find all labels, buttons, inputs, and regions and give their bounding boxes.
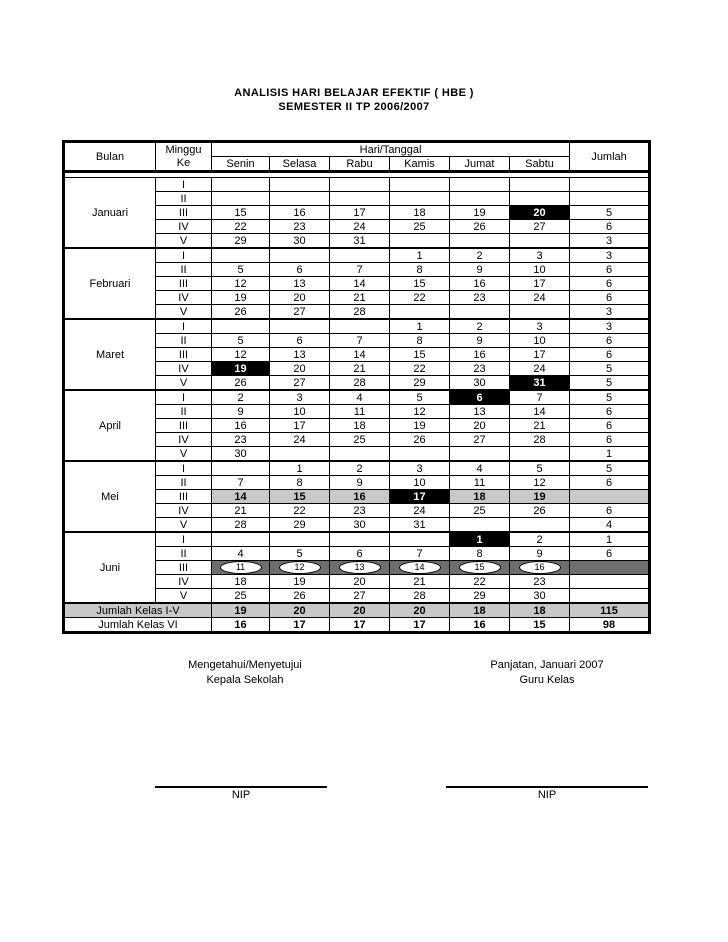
- date-cell: 18: [450, 490, 510, 504]
- date-cell: 30: [270, 234, 330, 249]
- date-cell: 11: [330, 405, 390, 419]
- date-cell: 23: [450, 362, 510, 376]
- total-cell: 17: [390, 618, 450, 633]
- date-cell: 6: [330, 547, 390, 561]
- date-cell: 12: [390, 405, 450, 419]
- week-number: I: [156, 178, 212, 192]
- holiday-oval: 11: [220, 561, 262, 574]
- date-cell: [212, 561, 270, 575]
- week-number: IV: [156, 575, 212, 589]
- date-cell: 31: [330, 234, 390, 249]
- date-cell: [212, 319, 270, 334]
- week-total: [570, 192, 650, 206]
- date-cell: 31: [390, 518, 450, 533]
- header-day: Kamis: [390, 157, 450, 172]
- header-day: Sabtu: [510, 157, 570, 172]
- date-cell: [510, 447, 570, 462]
- date-cell: [212, 192, 270, 206]
- total-cell: 17: [330, 618, 390, 633]
- date-cell: 26: [212, 305, 270, 320]
- date-cell: 22: [450, 575, 510, 589]
- document-title: ANALISIS HARI BELAJAR EFEKTIF ( HBE ): [234, 87, 474, 99]
- date-cell: 4: [212, 547, 270, 561]
- date-cell: [270, 178, 330, 192]
- week-number: II: [156, 476, 212, 490]
- date-cell: [510, 518, 570, 533]
- date-cell: 4: [330, 390, 390, 405]
- week-total: [570, 490, 650, 504]
- date-cell: 8: [270, 476, 330, 490]
- week-number: IV: [156, 362, 212, 376]
- date-cell: 23: [510, 575, 570, 589]
- week-number: II: [156, 192, 212, 206]
- week-number: I: [156, 390, 212, 405]
- date-cell: [330, 319, 390, 334]
- date-cell: 21: [390, 575, 450, 589]
- total-row: [64, 618, 650, 633]
- date-cell: 9: [450, 263, 510, 277]
- holiday-oval: 12: [279, 561, 321, 574]
- date-cell: [330, 447, 390, 462]
- date-cell: [450, 518, 510, 533]
- week-total: 5: [570, 376, 650, 391]
- date-cell: 25: [450, 504, 510, 518]
- date-cell: [270, 248, 330, 263]
- date-cell: [450, 305, 510, 320]
- date-cell: 18: [390, 206, 450, 220]
- week-total: 6: [570, 433, 650, 447]
- month-name: Januari: [64, 178, 156, 249]
- week-total: 6: [570, 334, 650, 348]
- date-cell: 28: [330, 376, 390, 391]
- date-cell: 12: [212, 348, 270, 362]
- holiday-oval: 16: [519, 561, 561, 574]
- signature-line-left: [155, 786, 327, 788]
- date-cell: 27: [450, 433, 510, 447]
- date-cell: [330, 178, 390, 192]
- week-total: 3: [570, 234, 650, 249]
- week-number: III: [156, 561, 212, 575]
- date-cell: [450, 192, 510, 206]
- date-cell: 27: [270, 305, 330, 320]
- week-number: III: [156, 206, 212, 220]
- date-cell: [390, 447, 450, 462]
- date-cell: 13: [450, 405, 510, 419]
- hbe-table: [62, 140, 651, 634]
- week-row: [64, 319, 650, 334]
- date-cell: 30: [330, 518, 390, 533]
- date-cell: [450, 447, 510, 462]
- date-cell: 12: [212, 277, 270, 291]
- date-cell: 28: [510, 433, 570, 447]
- date-cell: 22: [390, 362, 450, 376]
- week-number: I: [156, 319, 212, 334]
- date-cell: 7: [510, 390, 570, 405]
- total-label: Jumlah Kelas VI: [64, 618, 212, 633]
- month-name: Mei: [64, 461, 156, 532]
- date-cell: 2: [450, 319, 510, 334]
- date-cell: 9: [450, 334, 510, 348]
- date-cell: 26: [270, 589, 330, 604]
- date-cell: 6: [450, 390, 510, 405]
- week-total: [570, 589, 650, 604]
- header-bulan: Bulan: [64, 142, 156, 172]
- date-cell: 27: [270, 376, 330, 391]
- approval-label: Mengetahui/Menyetujui: [188, 659, 302, 671]
- week-number: III: [156, 348, 212, 362]
- date-cell: 26: [212, 376, 270, 391]
- month-name: Februari: [64, 248, 156, 319]
- date-cell: 18: [330, 419, 390, 433]
- week-number: IV: [156, 291, 212, 305]
- month-name: April: [64, 390, 156, 461]
- date-cell: [270, 561, 330, 575]
- header-hari-tanggal: Hari/Tanggal: [212, 142, 570, 157]
- date-cell: 29: [212, 234, 270, 249]
- date-cell: 4: [450, 461, 510, 476]
- date-cell: 3: [270, 390, 330, 405]
- date-cell: 25: [212, 589, 270, 604]
- week-number: I: [156, 532, 212, 547]
- nip-left: NIP: [231, 789, 251, 801]
- date-cell: 19: [390, 419, 450, 433]
- week-total: 5: [570, 461, 650, 476]
- week-row: [64, 390, 650, 405]
- date-cell: 19: [510, 490, 570, 504]
- date-cell: [270, 447, 330, 462]
- date-cell: 25: [390, 220, 450, 234]
- date-cell: [212, 461, 270, 476]
- date-cell: 30: [212, 447, 270, 462]
- total-cell: 15: [510, 618, 570, 633]
- date-cell: 21: [330, 291, 390, 305]
- date-cell: 31: [510, 376, 570, 391]
- date-cell: [450, 178, 510, 192]
- week-total: 6: [570, 405, 650, 419]
- date-cell: [510, 178, 570, 192]
- week-number: V: [156, 518, 212, 533]
- week-row: [64, 248, 650, 263]
- date-cell: 1: [450, 532, 510, 547]
- date-cell: 5: [390, 390, 450, 405]
- date-cell: 29: [270, 518, 330, 533]
- header-row-1: [64, 142, 650, 157]
- date-cell: 3: [510, 248, 570, 263]
- week-total: 1: [570, 532, 650, 547]
- date-cell: 13: [270, 277, 330, 291]
- week-row: [64, 178, 650, 192]
- date-cell: 8: [390, 334, 450, 348]
- date-cell: 26: [390, 433, 450, 447]
- date-cell: 16: [450, 277, 510, 291]
- date-cell: 2: [330, 461, 390, 476]
- header-jumlah: Jumlah: [570, 142, 650, 172]
- total-cell: 16: [212, 618, 270, 633]
- date-cell: 10: [390, 476, 450, 490]
- date-cell: 7: [212, 476, 270, 490]
- date-cell: 2: [450, 248, 510, 263]
- date-cell: 15: [390, 348, 450, 362]
- week-total: 1: [570, 447, 650, 462]
- date-cell: 14: [330, 277, 390, 291]
- week-number: III: [156, 490, 212, 504]
- week-total: 6: [570, 547, 650, 561]
- week-total: 3: [570, 305, 650, 320]
- date-cell: 17: [510, 348, 570, 362]
- date-cell: 16: [450, 348, 510, 362]
- week-number: IV: [156, 433, 212, 447]
- header-day: Senin: [212, 157, 270, 172]
- week-total: 6: [570, 277, 650, 291]
- date-cell: 9: [330, 476, 390, 490]
- week-row: [64, 532, 650, 547]
- date-cell: 20: [270, 291, 330, 305]
- date-cell: 5: [270, 547, 330, 561]
- teacher-label: Guru Kelas: [519, 674, 575, 686]
- date-cell: 23: [270, 220, 330, 234]
- week-number: III: [156, 277, 212, 291]
- date-cell: 3: [390, 461, 450, 476]
- week-number: V: [156, 376, 212, 391]
- week-total: 6: [570, 419, 650, 433]
- date-cell: 7: [330, 263, 390, 277]
- date-cell: 27: [510, 220, 570, 234]
- date-cell: 24: [270, 433, 330, 447]
- date-cell: 6: [270, 334, 330, 348]
- date-cell: 14: [510, 405, 570, 419]
- total-cell: 16: [450, 618, 510, 633]
- date-cell: 28: [390, 589, 450, 604]
- date-cell: [450, 561, 510, 575]
- date-cell: 19: [212, 362, 270, 376]
- date-cell: [390, 305, 450, 320]
- signature-line-right: [446, 786, 648, 788]
- date-cell: [510, 305, 570, 320]
- date-cell: 24: [390, 504, 450, 518]
- date-cell: [390, 192, 450, 206]
- holiday-oval: 13: [339, 561, 381, 574]
- nip-right: NIP: [537, 789, 557, 801]
- date-cell: 17: [270, 419, 330, 433]
- week-total: 6: [570, 220, 650, 234]
- date-cell: [390, 561, 450, 575]
- total-cell: 17: [270, 618, 330, 633]
- grand-total: 98: [570, 618, 650, 633]
- date-cell: 28: [212, 518, 270, 533]
- date-cell: 5: [212, 334, 270, 348]
- week-total: 3: [570, 248, 650, 263]
- document-subtitle: SEMESTER II TP 2006/2007: [278, 101, 430, 113]
- week-number: I: [156, 248, 212, 263]
- date-cell: [270, 319, 330, 334]
- date-cell: 17: [390, 490, 450, 504]
- date-cell: 26: [450, 220, 510, 234]
- date-cell: [270, 532, 330, 547]
- week-total: 6: [570, 263, 650, 277]
- date-cell: 23: [330, 504, 390, 518]
- date-cell: 21: [330, 362, 390, 376]
- date-cell: 22: [212, 220, 270, 234]
- date-cell: [212, 178, 270, 192]
- date-cell: 15: [390, 277, 450, 291]
- date-cell: 30: [510, 589, 570, 604]
- date-cell: 2: [212, 390, 270, 405]
- date-cell: 29: [390, 376, 450, 391]
- date-cell: 20: [510, 206, 570, 220]
- date-cell: 14: [212, 490, 270, 504]
- place-date-label: Panjatan, Januari 2007: [490, 659, 604, 671]
- week-number: IV: [156, 504, 212, 518]
- total-cell: 18: [450, 603, 510, 618]
- week-number: III: [156, 419, 212, 433]
- date-cell: 22: [390, 291, 450, 305]
- date-cell: 23: [450, 291, 510, 305]
- date-cell: 11: [450, 476, 510, 490]
- date-cell: [390, 234, 450, 249]
- week-total: 3: [570, 319, 650, 334]
- date-cell: [510, 234, 570, 249]
- header-minggu: Minggu: [156, 142, 212, 157]
- total-cell: 20: [270, 603, 330, 618]
- date-cell: 29: [450, 589, 510, 604]
- date-cell: 20: [270, 362, 330, 376]
- header-day: Selasa: [270, 157, 330, 172]
- date-cell: [390, 532, 450, 547]
- holiday-oval: 14: [399, 561, 441, 574]
- week-number: V: [156, 589, 212, 604]
- week-total: 4: [570, 518, 650, 533]
- date-cell: 5: [510, 461, 570, 476]
- week-total: [570, 561, 650, 575]
- week-number: IV: [156, 220, 212, 234]
- date-cell: 7: [390, 547, 450, 561]
- week-number: II: [156, 405, 212, 419]
- date-cell: 17: [510, 277, 570, 291]
- date-cell: 22: [270, 504, 330, 518]
- date-cell: 13: [270, 348, 330, 362]
- week-total: [570, 178, 650, 192]
- date-cell: [212, 532, 270, 547]
- date-cell: 8: [450, 547, 510, 561]
- date-cell: 19: [450, 206, 510, 220]
- date-cell: 15: [270, 490, 330, 504]
- date-cell: 1: [270, 461, 330, 476]
- total-cell: 19: [212, 603, 270, 618]
- week-number: II: [156, 334, 212, 348]
- date-cell: 24: [330, 220, 390, 234]
- date-cell: [450, 234, 510, 249]
- total-label: Jumlah Kelas I-V: [64, 603, 212, 618]
- date-cell: 23: [212, 433, 270, 447]
- grand-total: 115: [570, 603, 650, 618]
- total-cell: 20: [330, 603, 390, 618]
- date-cell: [330, 248, 390, 263]
- header-day: Rabu: [330, 157, 390, 172]
- date-cell: 5: [212, 263, 270, 277]
- date-cell: 20: [330, 575, 390, 589]
- date-cell: 19: [270, 575, 330, 589]
- date-cell: 9: [510, 547, 570, 561]
- date-cell: 24: [510, 291, 570, 305]
- date-cell: [510, 561, 570, 575]
- principal-label: Kepala Sekolah: [206, 674, 284, 686]
- week-number: V: [156, 234, 212, 249]
- date-cell: 8: [390, 263, 450, 277]
- date-cell: [330, 561, 390, 575]
- week-row: [64, 461, 650, 476]
- date-cell: 24: [510, 362, 570, 376]
- week-total: 6: [570, 291, 650, 305]
- date-cell: 12: [510, 476, 570, 490]
- holiday-oval: 15: [459, 561, 501, 574]
- date-cell: 20: [450, 419, 510, 433]
- date-cell: 16: [330, 490, 390, 504]
- week-total: 6: [570, 348, 650, 362]
- date-cell: [212, 248, 270, 263]
- date-cell: 15: [212, 206, 270, 220]
- date-cell: 14: [330, 348, 390, 362]
- date-cell: 28: [330, 305, 390, 320]
- date-cell: 1: [390, 319, 450, 334]
- total-cell: 18: [510, 603, 570, 618]
- date-cell: 7: [330, 334, 390, 348]
- date-cell: 25: [330, 433, 390, 447]
- date-cell: [510, 192, 570, 206]
- week-total: [570, 575, 650, 589]
- month-name: Maret: [64, 319, 156, 390]
- date-cell: 10: [270, 405, 330, 419]
- date-cell: 6: [270, 263, 330, 277]
- total-row: [64, 603, 650, 618]
- date-cell: 30: [450, 376, 510, 391]
- week-total: 5: [570, 362, 650, 376]
- header-day: Jumat: [450, 157, 510, 172]
- date-cell: 3: [510, 319, 570, 334]
- week-total: 5: [570, 390, 650, 405]
- week-total: 5: [570, 206, 650, 220]
- date-cell: 2: [510, 532, 570, 547]
- date-cell: 27: [330, 589, 390, 604]
- date-cell: [270, 192, 330, 206]
- date-cell: 17: [330, 206, 390, 220]
- date-cell: 19: [212, 291, 270, 305]
- date-cell: 9: [212, 405, 270, 419]
- week-total: 6: [570, 504, 650, 518]
- week-number: V: [156, 447, 212, 462]
- week-number: II: [156, 263, 212, 277]
- date-cell: 21: [510, 419, 570, 433]
- date-cell: 10: [510, 334, 570, 348]
- date-cell: [330, 532, 390, 547]
- date-cell: 16: [212, 419, 270, 433]
- date-cell: 21: [212, 504, 270, 518]
- week-total: 6: [570, 476, 650, 490]
- date-cell: [330, 192, 390, 206]
- total-cell: 20: [390, 603, 450, 618]
- date-cell: 26: [510, 504, 570, 518]
- month-name: Juni: [64, 532, 156, 603]
- date-cell: 16: [270, 206, 330, 220]
- date-cell: 18: [212, 575, 270, 589]
- week-number: V: [156, 305, 212, 320]
- date-cell: [390, 178, 450, 192]
- week-number: II: [156, 547, 212, 561]
- week-number: I: [156, 461, 212, 476]
- date-cell: 1: [390, 248, 450, 263]
- header-ke: Ke: [156, 157, 212, 172]
- date-cell: 10: [510, 263, 570, 277]
